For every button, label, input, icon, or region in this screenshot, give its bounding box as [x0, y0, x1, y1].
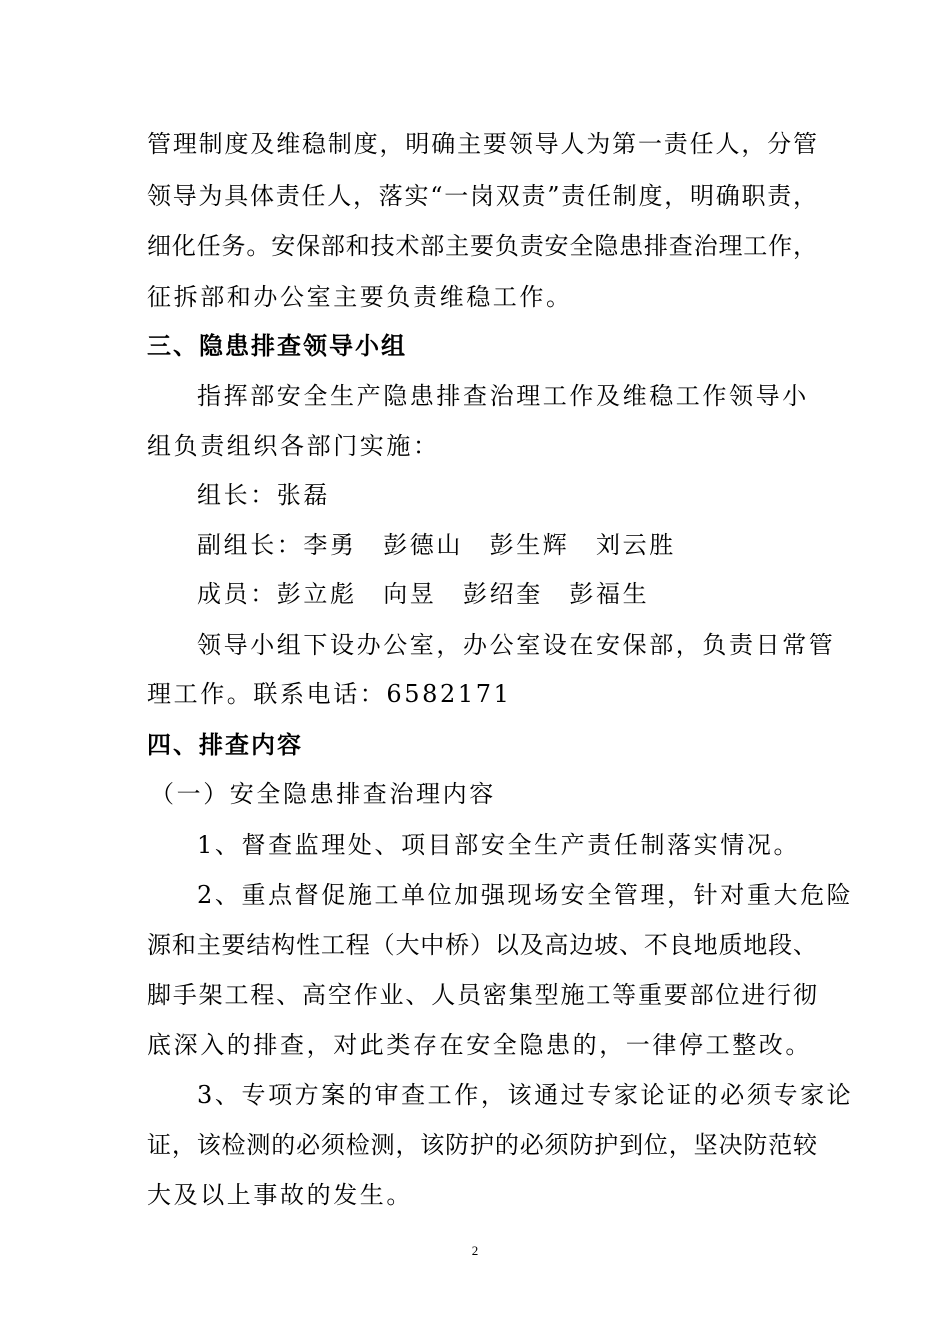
- body-text-line: 脚手架工程、高空作业、人员密集型施工等重要部位进行彻: [147, 981, 817, 1009]
- body-text-line: 底深入的排查，对此类存在安全隐患的，一律停工整改。: [147, 1031, 812, 1059]
- page-number: 2: [471, 1243, 479, 1258]
- body-text-line: 管理制度及维稳制度，明确主要领导人为第一责任人，分管: [147, 130, 817, 158]
- list-item: 2、重点督促施工单位加强现场安全管理，针对重大危险: [197, 881, 854, 909]
- body-text-line: 大及以上事故的发生。: [147, 1181, 413, 1209]
- body-text-line: 源和主要结构性工程（大中桥）以及高边坡、不良地质地段、: [147, 931, 817, 959]
- body-text-line: 细化任务。安保部和技术部主要负责安全隐患排查治理工作，: [147, 232, 817, 260]
- subsection-heading: （一）安全隐患排查治理内容: [150, 780, 496, 808]
- contact-phone-line: 理工作。联系电话：6582171: [147, 680, 512, 708]
- body-text-line: 征拆部和办公室主要负责维稳工作。: [147, 283, 573, 311]
- body-text-line: 组负责组织各部门实施：: [147, 432, 440, 460]
- body-text-line: 领导为具体责任人，落实“一岗双责”责任制度，明确职责，: [147, 182, 817, 210]
- section-heading: 四、排查内容: [147, 731, 303, 759]
- body-text-line: 指挥部安全生产隐患排查治理工作及维稳工作领导小: [197, 382, 809, 410]
- body-text-line: 领导小组下设办公室，办公室设在安保部，负责日常管: [197, 631, 836, 659]
- deputy-leaders-line: 副组长：李勇 彭德山 彭生辉 刘云胜: [197, 531, 676, 559]
- list-item: 1、督查监理处、项目部安全生产责任制落实情况。: [197, 831, 801, 859]
- section-heading: 三、隐患排查领导小组: [147, 332, 407, 360]
- body-text-line: 证，该检测的必须检测，该防护的必须防护到位，坚决防范较: [147, 1131, 817, 1159]
- group-leader-line: 组长：张磊: [197, 481, 330, 509]
- members-line: 成员：彭立彪 向昱 彭绍奎 彭福生: [197, 580, 650, 608]
- list-item: 3、专项方案的审查工作，该通过专家论证的必须专家论: [197, 1081, 854, 1109]
